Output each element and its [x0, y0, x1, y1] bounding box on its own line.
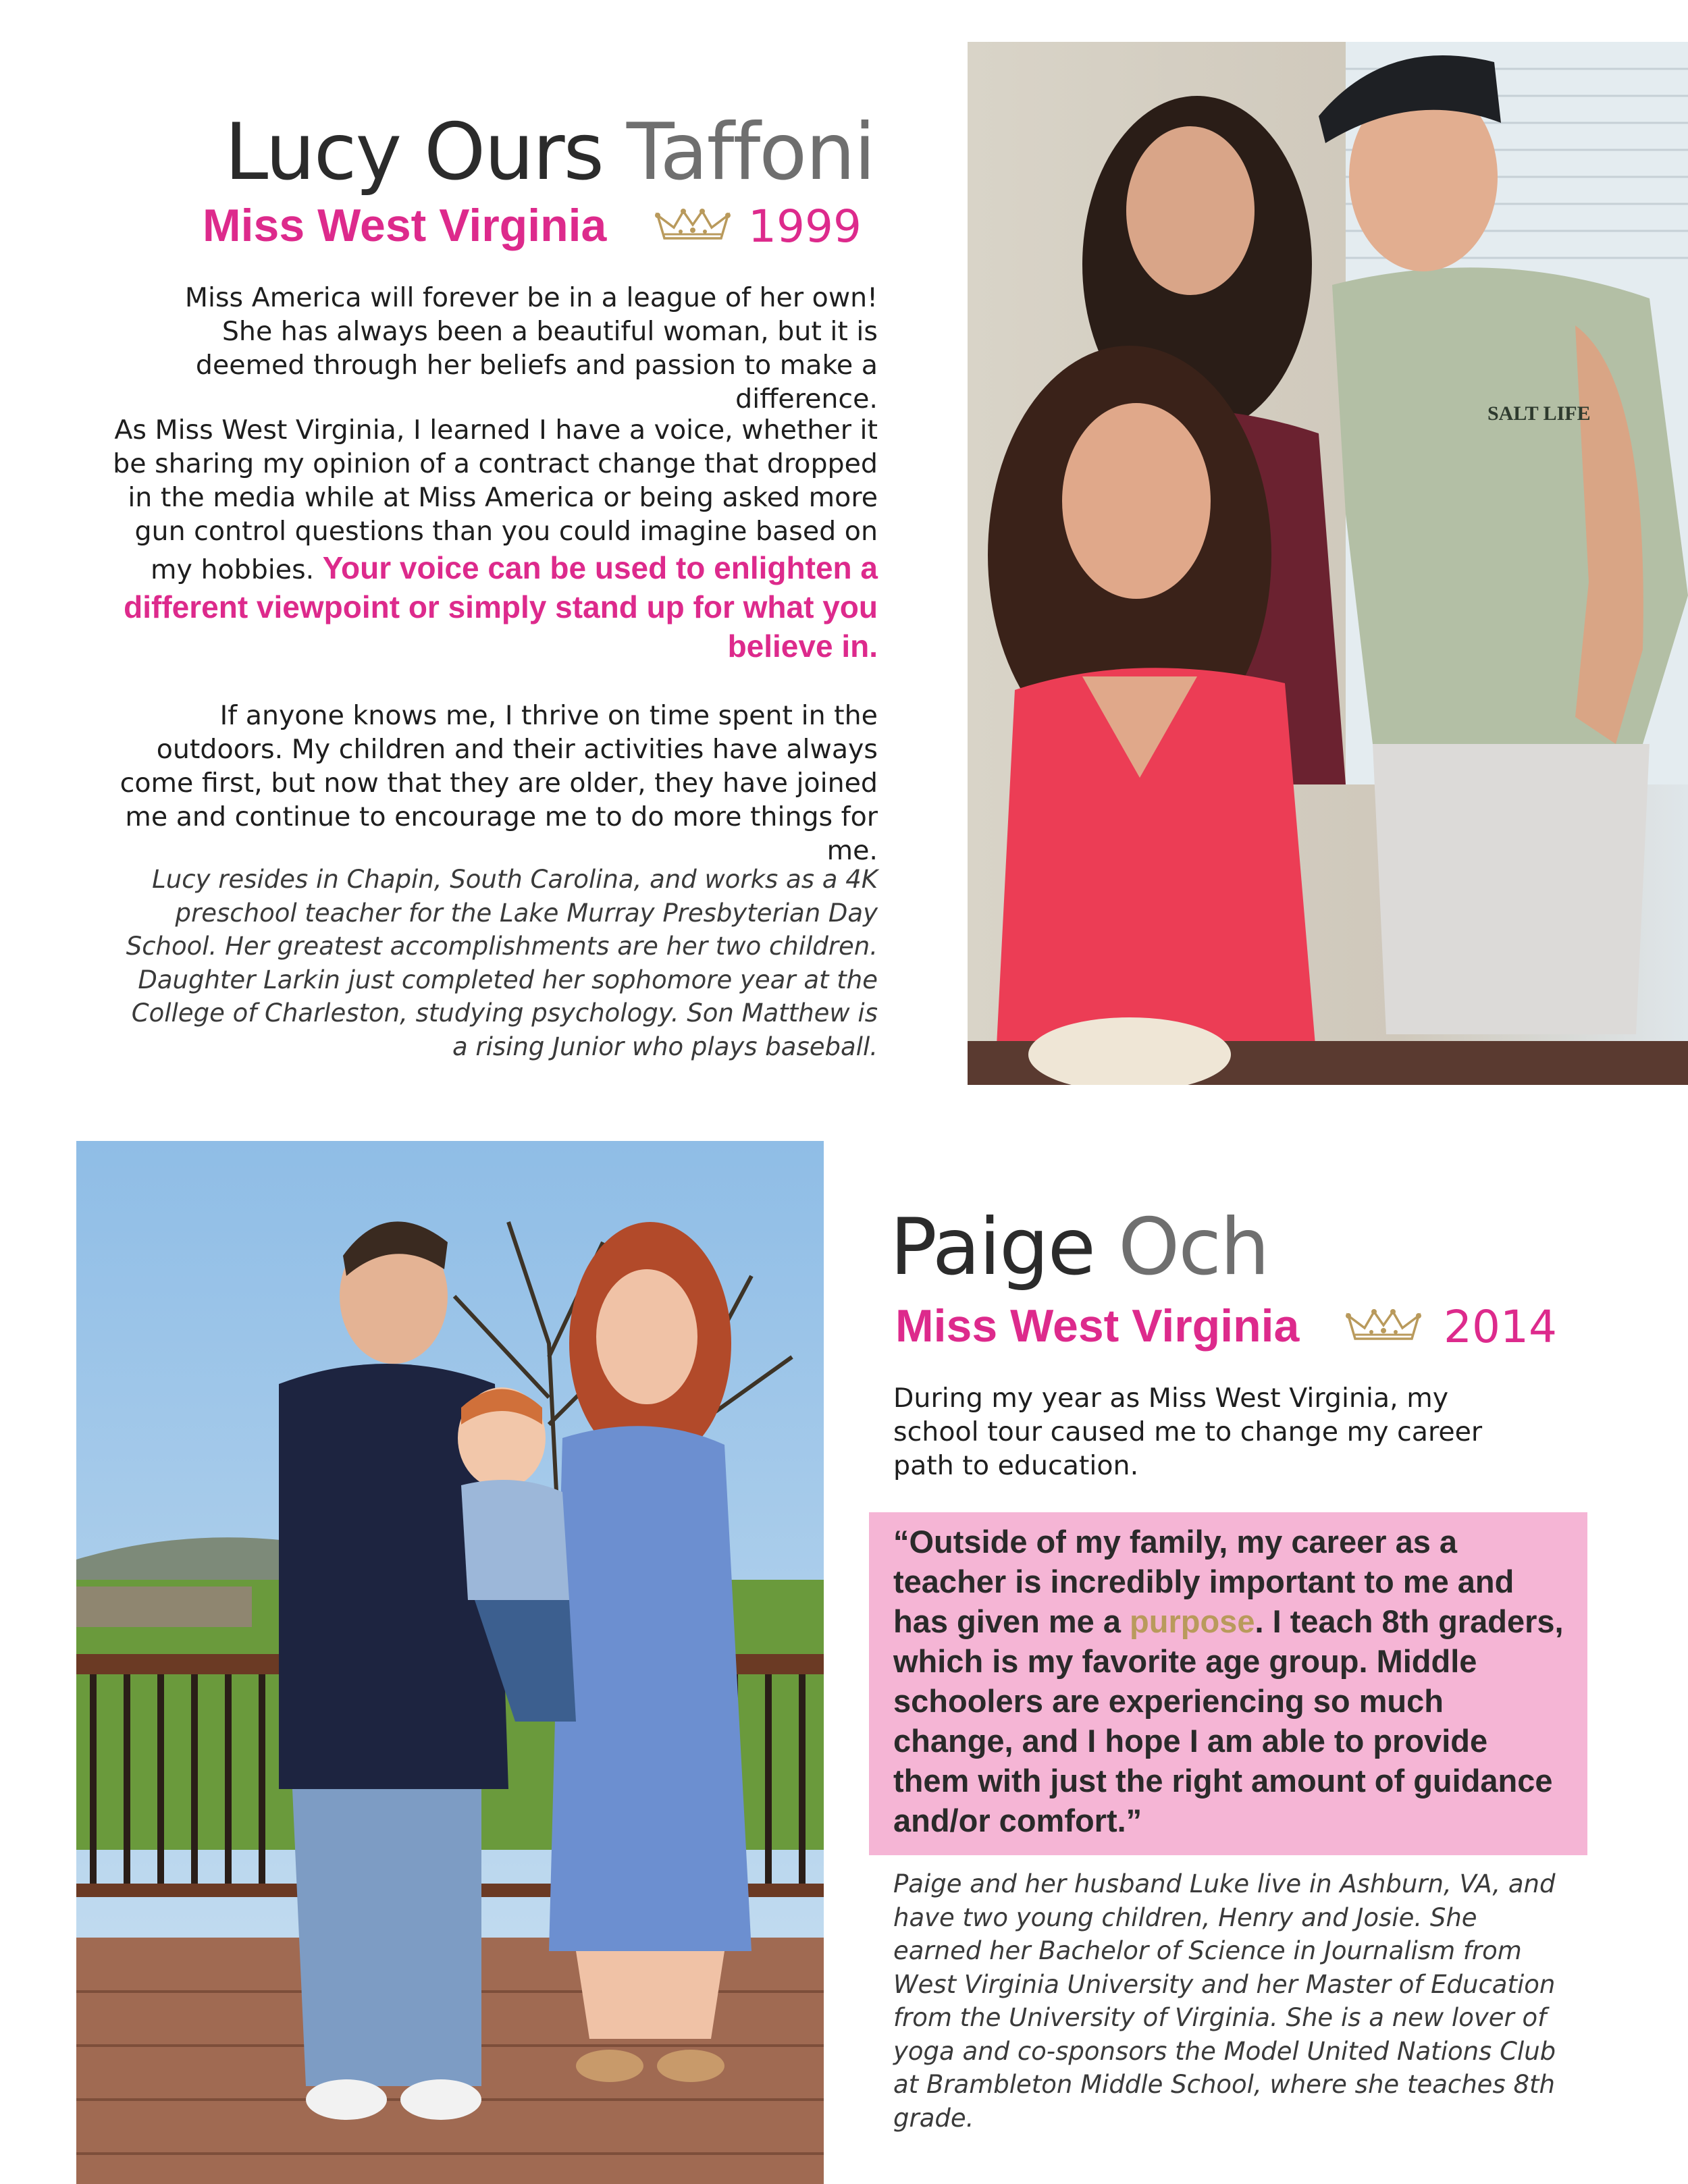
profile2-quote-purpose: purpose: [1130, 1603, 1255, 1639]
profile1-title: Miss West Virginia: [203, 200, 607, 251]
profile1-bio: Lucy resides in Chapin, South Carolina, and works as a 4K preschool teacher for the Lake Murray Presbyterian Day School. Her greatest accomplishments are her two children. Daughter Larkin just completed her sophomore year at the College of Charleston, studying psychology. Son Matthew is a rising Junior who plays baseball.: [126, 865, 878, 1061]
profile2-title-row: [895, 1300, 1571, 1354]
profile1-first-name: Lucy Ours: [224, 107, 603, 198]
profile1-year: 1999: [748, 201, 862, 252]
profile2-first-name: Paige: [890, 1202, 1095, 1293]
profile1-name: [108, 107, 874, 198]
profile2-quote-part2: . I teach 8th graders, which is my favorite age group. Middle schoolers are experiencing so much change, and I hope I am able to provide them with just the right amount of guidance and/or comfort.”: [893, 1603, 1564, 1838]
crown-icon: [654, 207, 732, 244]
profile2-title: Miss West Virginia: [895, 1300, 1300, 1352]
photo-shirt-text: SALT LIFE: [1487, 402, 1591, 425]
profile2-family-photo: [76, 1141, 824, 2184]
profile1-last-name: Taffoni: [626, 107, 874, 198]
profile1-paragraph-3: If anyone knows me, I thrive on time spent in the outdoors. My children and their activities have always come first, but now that they are older, they have joined me and continue to encourage me to do more things for me.: [120, 700, 878, 866]
profile2-bio: Paige and her husband Luke live in Ashburn, VA, and have two young children, Henry and Josie. She earned her Bachelor of Science in Journalism from West Virginia University and her Master of Education from the University of Virginia. She is a new lover of yoga and co-sponsors the Model United Nations Club at Brambleton Middle School, where she teaches 8th grade.: [893, 1869, 1556, 2133]
profile2-name: [890, 1202, 1269, 1293]
profile2-last-name: Och: [1117, 1202, 1269, 1293]
profile2-quote: [893, 1522, 1568, 1840]
profile2-year: 2014: [1444, 1301, 1557, 1353]
profile2-quote-part1: “Outside of my family, my career as a teacher is incredibly important to me and has given me a: [893, 1524, 1514, 1639]
profile1-title-row: [203, 199, 862, 253]
profile2-intro: During my year as Miss West Virginia, my school tour caused me to change my career path to education.: [893, 1383, 1483, 1481]
profile2-quote-box: [869, 1512, 1587, 1855]
crown-icon: [1344, 1308, 1423, 1344]
profile1-family-photo: [968, 42, 1688, 1085]
profile1-paragraph-2-text: As Miss West Virginia, I learned I have a voice, whether it be sharing my opinion of a contract change that dropped in the media while at Miss America or being asked more gun control questions than you could imagine based on my hobbies.: [113, 415, 878, 585]
profile1-highlight-quote: Your voice can be used to enlighten a different viewpoint or simply stand up for what you believe in.: [124, 550, 878, 664]
profile1-paragraph-1: Miss America will forever be in a league of her own! She has always been a beautiful woman, but it is deemed through her beliefs and passion to make a difference.: [184, 282, 878, 415]
profile1-paragraph-2: [108, 413, 878, 666]
